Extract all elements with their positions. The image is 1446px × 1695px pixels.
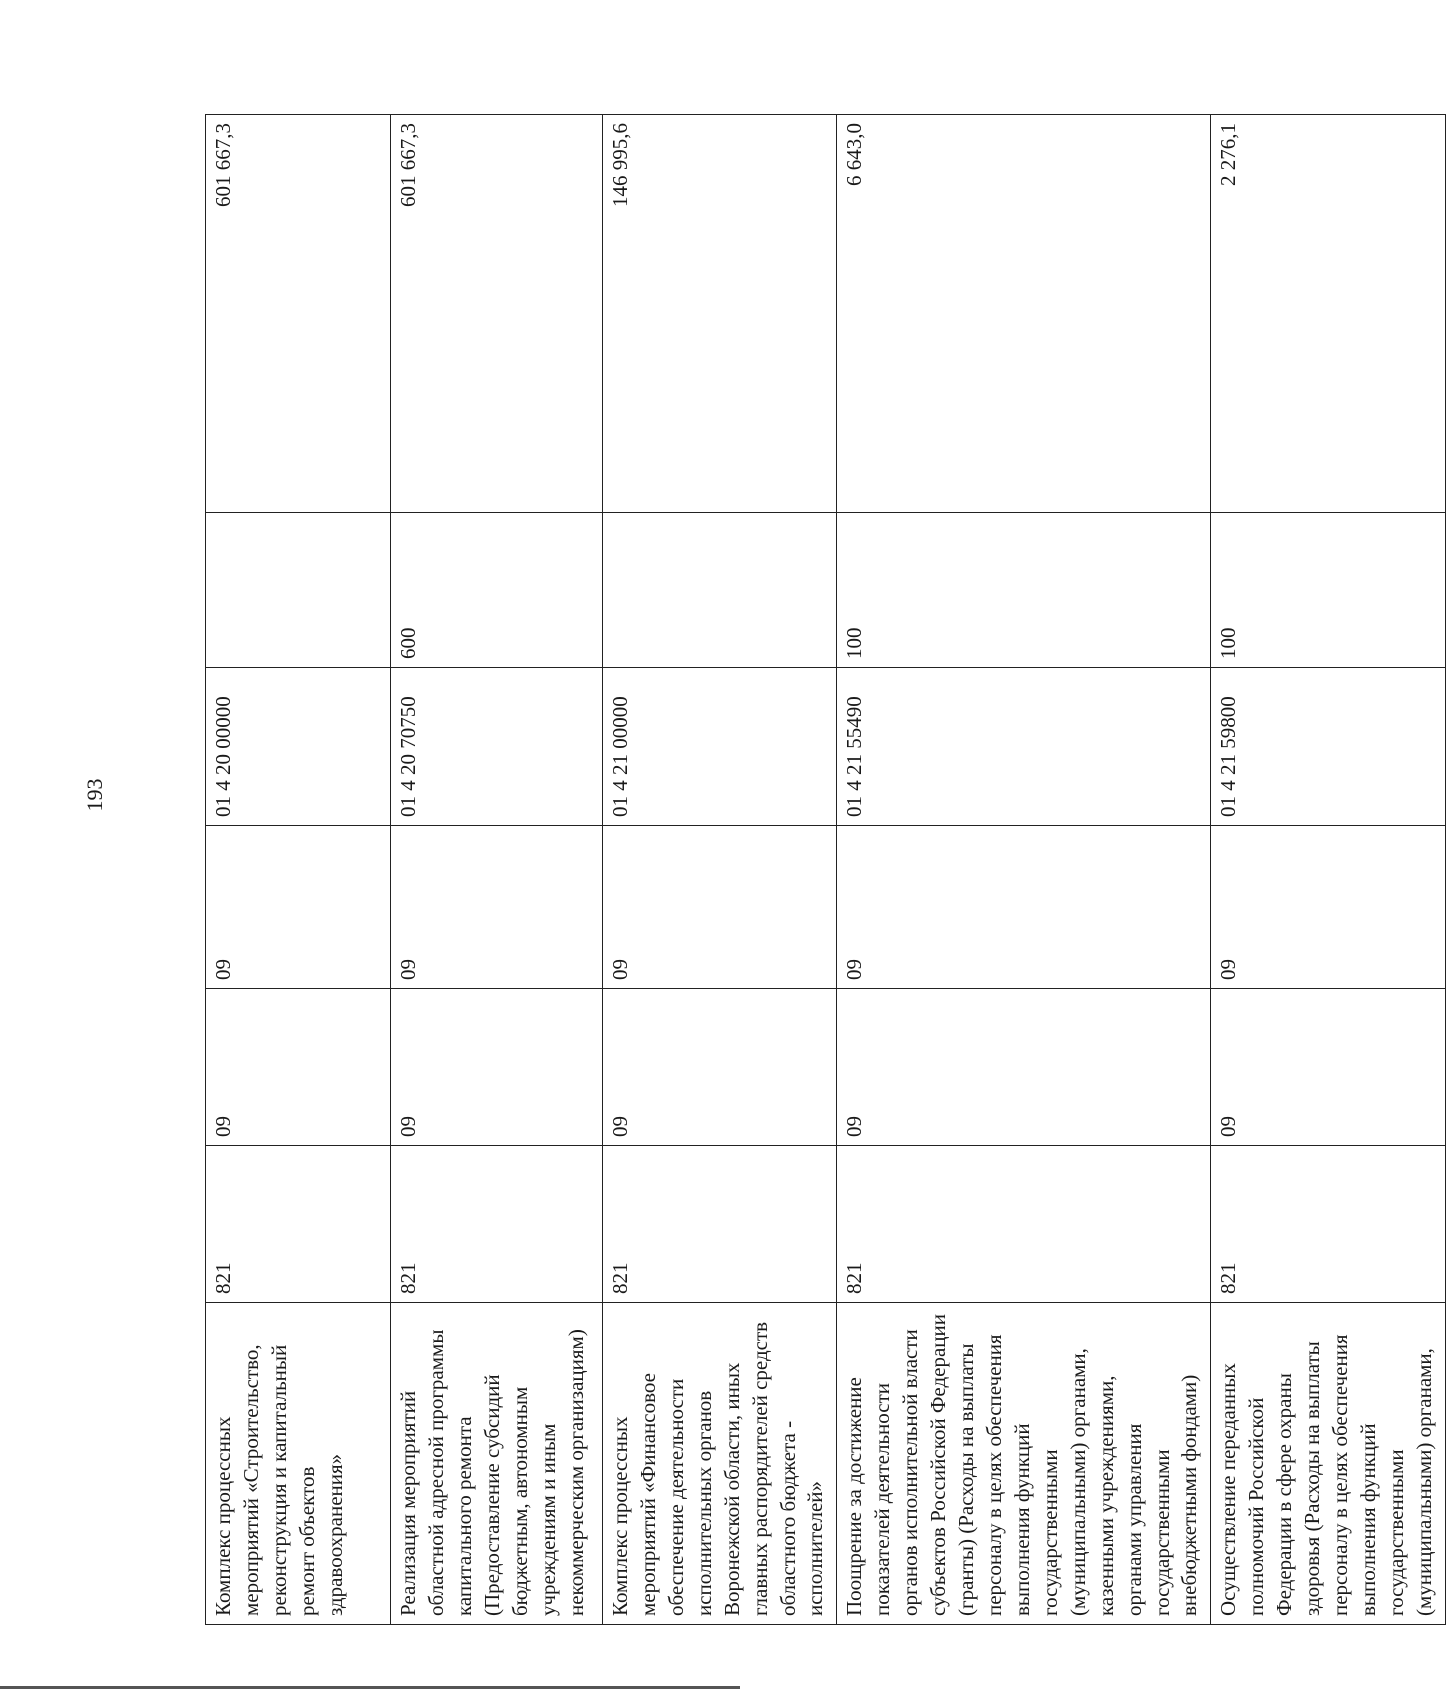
table-cell-rz: 09 xyxy=(603,989,837,1146)
table-row xyxy=(391,115,603,1625)
table-row xyxy=(837,115,1211,1625)
table-cell-vr: 100 xyxy=(1211,513,1445,668)
page-number: 193 xyxy=(82,778,107,812)
budget-table xyxy=(205,114,1446,1625)
table-cell-csr: 01 4 21 00000 xyxy=(603,668,837,826)
table-cell-rz: 09 xyxy=(206,989,391,1146)
table-cell-grbs: 821 xyxy=(837,1146,1211,1303)
table-cell-csr: 01 4 20 70750 xyxy=(391,668,603,826)
table-cell-pr: 09 xyxy=(391,826,603,989)
table-cell-csr: 01 4 21 55490 xyxy=(837,668,1211,826)
table-cell-sum: 601 667,3 xyxy=(206,115,391,513)
table-cell-csr: 01 4 20 00000 xyxy=(206,668,391,826)
table-cell-vr xyxy=(206,513,391,668)
table-cell-rz: 09 xyxy=(1211,989,1445,1146)
table-row xyxy=(603,115,837,1625)
scan-edge-line xyxy=(0,1686,740,1689)
table-cell-name: Реализация мероприятий областной адресной программы капитального ремонта (Предоставление субсидий бюджетным, автономным учреждениям и иным некоммерческим организациям) xyxy=(391,1303,603,1625)
table-cell-rz: 09 xyxy=(391,989,603,1146)
table-cell-grbs: 821 xyxy=(1211,1146,1445,1303)
table-row xyxy=(206,115,391,1625)
table-cell-name: Поощрение за достижение показателей деятельности органов исполнительной власти субъектов Российской Федерации (гранты) (Расходы на выплаты персоналу в целях обеспечения выполнения функций государственными (муниципальными) органами, казенными учреждениями, органами управления государственными внебюджетными фондами) xyxy=(837,1303,1211,1625)
table-cell-grbs: 821 xyxy=(206,1146,391,1303)
table-cell-grbs: 821 xyxy=(391,1146,603,1303)
table-cell-csr: 01 4 21 59800 xyxy=(1211,668,1445,826)
table-cell-name: Осуществление переданных полномочий Российской Федерации в сфере охраны здоровья (Расходы на выплаты персоналу в целях обеспечения выполнения функций государственными (муниципальными) органами, xyxy=(1211,1303,1445,1625)
table-row xyxy=(1211,115,1445,1625)
table-cell-pr: 09 xyxy=(603,826,837,989)
table-cell-vr: 600 xyxy=(391,513,603,668)
table-cell-pr: 09 xyxy=(206,826,391,989)
table-cell-name: Комплекс процессных мероприятий «Строительство, реконструкция и капитальный ремонт объектов здравоохранения» xyxy=(206,1303,391,1625)
table-cell-sum: 146 995,6 xyxy=(603,115,837,513)
table-cell-pr: 09 xyxy=(837,826,1211,989)
table-cell-grbs: 821 xyxy=(603,1146,837,1303)
table-cell-pr: 09 xyxy=(1211,826,1445,989)
table-cell-vr: 100 xyxy=(837,513,1211,668)
rotated-table-container xyxy=(205,115,1436,1625)
table-cell-sum: 2 276,1 xyxy=(1211,115,1445,513)
table-cell-sum: 601 667,3 xyxy=(391,115,603,513)
table-cell-rz: 09 xyxy=(837,989,1211,1146)
table-cell-sum: 6 643,0 xyxy=(837,115,1211,513)
table-cell-vr xyxy=(603,513,837,668)
table-cell-name: Комплекс процессных мероприятий «Финансовое обеспечение деятельности исполнительных органов Воронежской области, иных главных распорядителей средств областного бюджета - исполнителей» xyxy=(603,1303,837,1625)
